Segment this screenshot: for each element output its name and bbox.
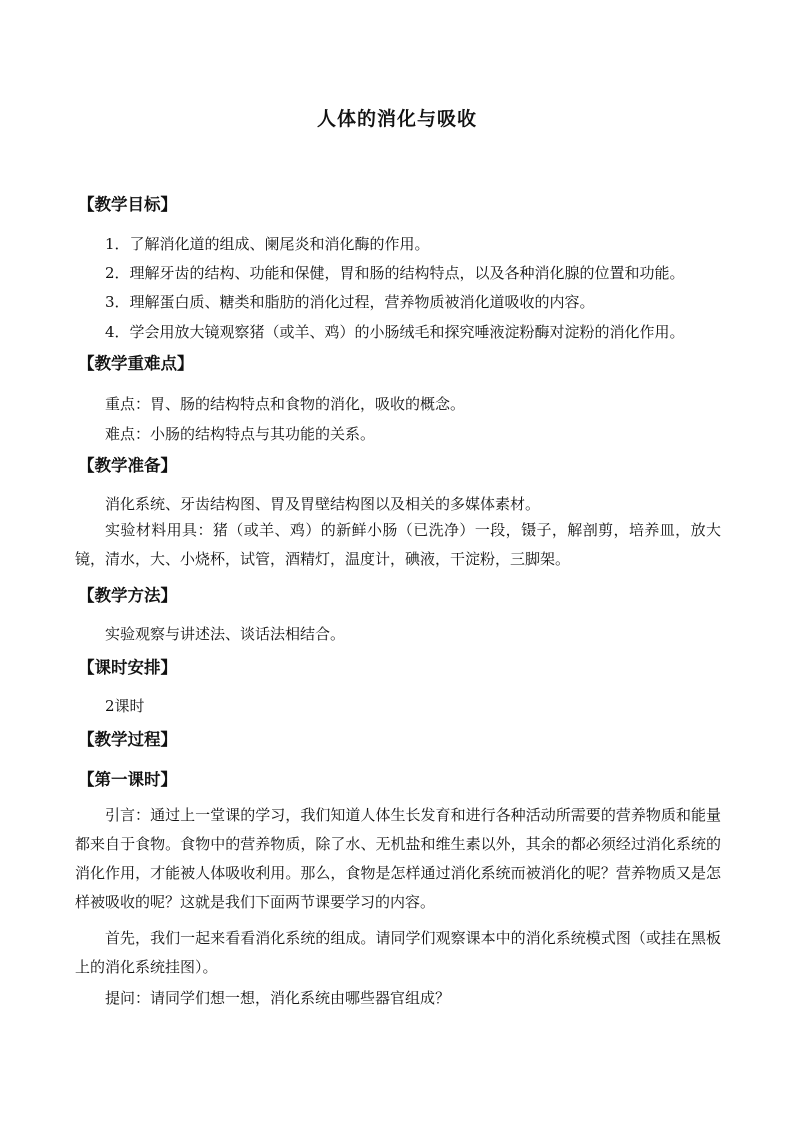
lesson1-intro: 引言：通过上一堂课的学习，我们知道人体生长发育和进行各种活动所需要的营养物质和能量都来自于食物。食物中的营养物质，除了水、无机盐和维生素以外，其余的都必须经过消化系统的消化作用，才能被人体吸收利用。那么，食物是怎样通过消化系统而被消化的呢？营养物质又是怎样被吸收的呢？这就是我们下面两节课要学习的内容。 — [75, 806, 721, 911]
heading-method: 【教学方法】 — [78, 586, 177, 605]
lesson1-question: 提问：请同学们想一想，消化系统由哪些器官组成？ — [105, 989, 451, 1007]
objective-item: 1．了解消化道的组成、阑尾炎和消化酶的作用。 — [105, 235, 430, 253]
heading-process: 【教学过程】 — [78, 730, 177, 749]
materials-text: 实验材料用具：猪（或羊、鸡）的新鲜小肠（已洗净）一段，镊子，解剖剪，培养皿，放大镜，清水，大、小烧杯，试管，酒精灯，温度计，碘液，干淀粉，三脚架。 — [75, 521, 721, 568]
lesson1-composition: 首先，我们一起来看看消化系统的组成。请同学们观察课本中的消化系统模式图（或挂在黑板上的消化系统挂图）。 — [75, 929, 721, 976]
objective-item: 4．学会用放大镜观察猪（或羊、鸡）的小肠绒毛和探究唾液淀粉酶对淀粉的消化作用。 — [105, 323, 685, 341]
heading-key-points: 【教学重难点】 — [78, 354, 194, 373]
heading-lesson1: 【第一课时】 — [78, 770, 177, 789]
objective-item: 3．理解蛋白质、糖类和脂肪的消化过程，营养物质被消化道吸收的内容。 — [105, 293, 595, 311]
preparation-text: 消化系统、牙齿结构图、胃及胃壁结构图以及相关的多媒体素材。 — [105, 495, 541, 513]
heading-objectives: 【教学目标】 — [78, 195, 177, 214]
schedule-text: 2课时 — [105, 697, 145, 715]
key-point-item: 重点：胃、肠的结构特点和食物的消化，吸收的概念。 — [105, 395, 466, 413]
objective-item: 2．理解牙齿的结构、功能和保健，胃和肠的结构特点，以及各种消化腺的位置和功能。 — [105, 264, 685, 282]
method-text: 实验观察与讲述法、谈话法相结合。 — [105, 625, 346, 643]
heading-preparation: 【教学准备】 — [78, 456, 177, 475]
key-point-item: 难点：小肠的结构特点与其功能的关系。 — [105, 425, 376, 443]
heading-schedule: 【课时安排】 — [78, 658, 177, 677]
page-title: 人体的消化与吸收 — [316, 108, 477, 130]
